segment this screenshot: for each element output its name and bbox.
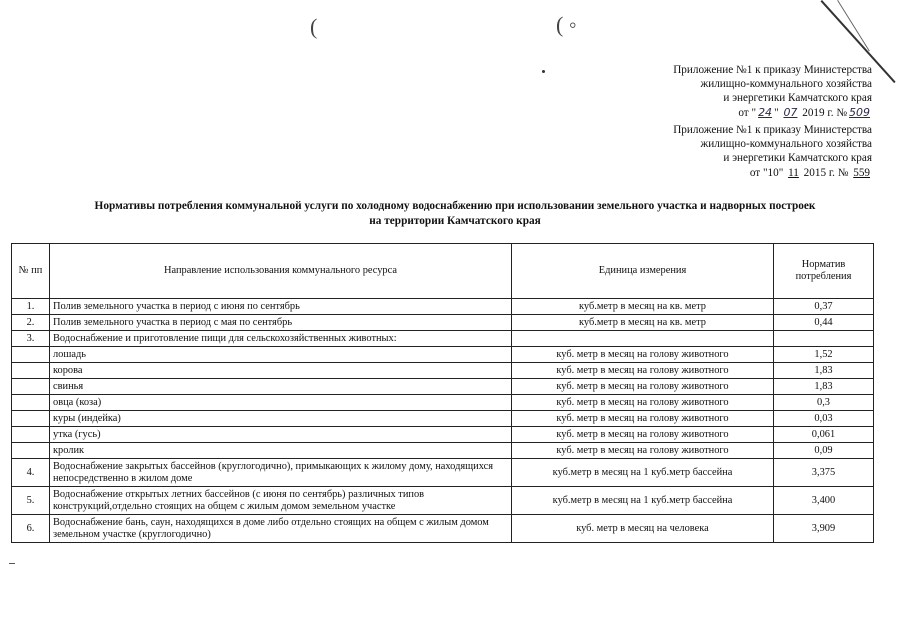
approval-line: и энергетики Камчатского края: [723, 92, 872, 105]
approval-line: Приложение №1 к приказу Министерства: [673, 124, 872, 136]
cell-num: 3.: [12, 331, 50, 347]
cell-direction: Водоснабжение и приготовление пищи для сельскохозяйственных животных:: [50, 331, 512, 347]
table-row: [12, 411, 874, 427]
cell-num: 5.: [12, 487, 50, 515]
table-row: [12, 315, 874, 331]
cell-value: 1,83: [774, 363, 874, 379]
cell-direction: кролик: [50, 443, 512, 459]
cell-direction: утка (гусь): [50, 427, 512, 443]
scan-dot: [542, 70, 545, 73]
handwritten-day: 24: [758, 105, 773, 119]
approval-date-line: [552, 166, 872, 180]
table-row: [12, 395, 874, 411]
norms-table: [11, 243, 874, 543]
header-direction: Направление использования коммунального ресурса: [50, 244, 512, 299]
title-line-1: Нормативы потребления коммунальной услуги по холодному водоснабжению при использовании земельного участка и надворных построек: [94, 200, 816, 212]
date-prefix: от "10": [749, 166, 787, 179]
date-month: 11: [788, 166, 799, 179]
cell-direction: овца (коза): [50, 395, 512, 411]
table-row: [12, 379, 874, 395]
cell-value: 1,52: [774, 347, 874, 363]
cell-num: [12, 395, 50, 411]
cell-num: [12, 347, 50, 363]
cell-unit: куб. метр в месяц на голову животного: [512, 427, 774, 443]
cell-num: [12, 363, 50, 379]
cell-num: [12, 411, 50, 427]
cell-unit: куб. метр в месяц на голову животного: [512, 347, 774, 363]
cell-value: 0,061: [774, 427, 874, 443]
cell-unit: куб. метр в месяц на человека: [512, 515, 774, 543]
cell-unit: куб.метр в месяц на кв. метр: [512, 315, 774, 331]
handwritten-number: 509: [849, 105, 870, 119]
date-year: 2015 г. №: [800, 166, 852, 179]
table-row: [12, 347, 874, 363]
cell-num: 6.: [12, 515, 50, 543]
approval-block-2019: [552, 63, 872, 120]
cell-unit: куб. метр в месяц на голову животного: [512, 411, 774, 427]
cell-direction: свинья: [50, 379, 512, 395]
scan-mark: (: [310, 14, 318, 39]
cell-num: 1.: [12, 299, 50, 315]
scan-mark: [9, 563, 15, 564]
order-number: 559: [853, 166, 870, 179]
cell-value: 0,09: [774, 443, 874, 459]
cell-direction: Водоснабжение закрытых бассейнов (круглогодично), примыкающих к жилому дому, находящихся непосредственно в жилом доме: [50, 459, 512, 487]
cell-direction: куры (индейка): [50, 411, 512, 427]
document-title: [60, 199, 850, 229]
cell-unit: куб.метр в месяц на 1 куб.метр бассейна: [512, 487, 774, 515]
cell-unit: куб. метр в месяц на голову животного: [512, 363, 774, 379]
approval-block-2015: [552, 123, 872, 180]
cell-num: [12, 443, 50, 459]
date-year: 2019 г. №: [799, 106, 847, 119]
table-row: [12, 459, 874, 487]
header-num: № пп: [12, 244, 50, 299]
cell-value: 3,400: [774, 487, 874, 515]
approval-line: и энергетики Камчатского края: [723, 152, 872, 165]
approval-date-line: [552, 106, 872, 120]
cell-value: 1,83: [774, 379, 874, 395]
cell-value: 3,375: [774, 459, 874, 487]
cell-direction: Водоснабжение открытых летних бассейнов (с июня по сентябрь) различных типов конструкций,отдельно стоящих на общем с жилым домом земельном участке: [50, 487, 512, 515]
cell-num: [12, 379, 50, 395]
cell-value: 0,37: [774, 299, 874, 315]
cell-unit: куб.метр в месяц на кв. метр: [512, 299, 774, 315]
table-row: [12, 363, 874, 379]
cell-unit: куб. метр в месяц на голову животного: [512, 395, 774, 411]
cell-value: 0,44: [774, 315, 874, 331]
cell-direction: корова: [50, 363, 512, 379]
cell-direction: лошадь: [50, 347, 512, 363]
header-unit: Единица измерения: [512, 244, 774, 299]
header-norm: Норматив потребления: [774, 244, 874, 299]
cell-unit: куб. метр в месяц на голову животного: [512, 443, 774, 459]
table-row: [12, 443, 874, 459]
cell-direction: Водоснабжение бань, саун, находящихся в доме либо отдельно стоящих на общем с жилым домом земельном участке (круглогодично): [50, 515, 512, 543]
cell-unit: куб.метр в месяц на 1 куб.метр бассейна: [512, 459, 774, 487]
cell-direction: Полив земельного участка в период с июня по сентябрь: [50, 299, 512, 315]
cell-num: [12, 427, 50, 443]
cell-num: 4.: [12, 459, 50, 487]
scan-mark: ( ◦: [556, 12, 577, 37]
cell-value: 0,3: [774, 395, 874, 411]
table-body: [12, 299, 874, 543]
cell-value: 0,03: [774, 411, 874, 427]
date-prefix: от ": [738, 106, 757, 119]
cell-unit: куб. метр в месяц на голову животного: [512, 379, 774, 395]
cell-num: 2.: [12, 315, 50, 331]
table-header-row: [12, 244, 874, 299]
approval-line: Приложение №1 к приказу Министерства: [673, 64, 872, 76]
table-row: [12, 515, 874, 543]
table-row: [12, 331, 874, 347]
cell-direction: Полив земельного участка в период с мая по сентябрь: [50, 315, 512, 331]
date-mid: ": [774, 106, 782, 119]
table-row: [12, 487, 874, 515]
approval-line: жилищно-коммунального хозяйства: [700, 138, 872, 151]
title-line-2: на территории Камчатского края: [369, 215, 541, 227]
handwritten-month: 07: [783, 105, 798, 119]
table-row: [12, 427, 874, 443]
cell-value: [774, 331, 874, 347]
table-row: [12, 299, 874, 315]
cell-value: 3,909: [774, 515, 874, 543]
approval-line: жилищно-коммунального хозяйства: [700, 78, 872, 91]
cell-unit: [512, 331, 774, 347]
